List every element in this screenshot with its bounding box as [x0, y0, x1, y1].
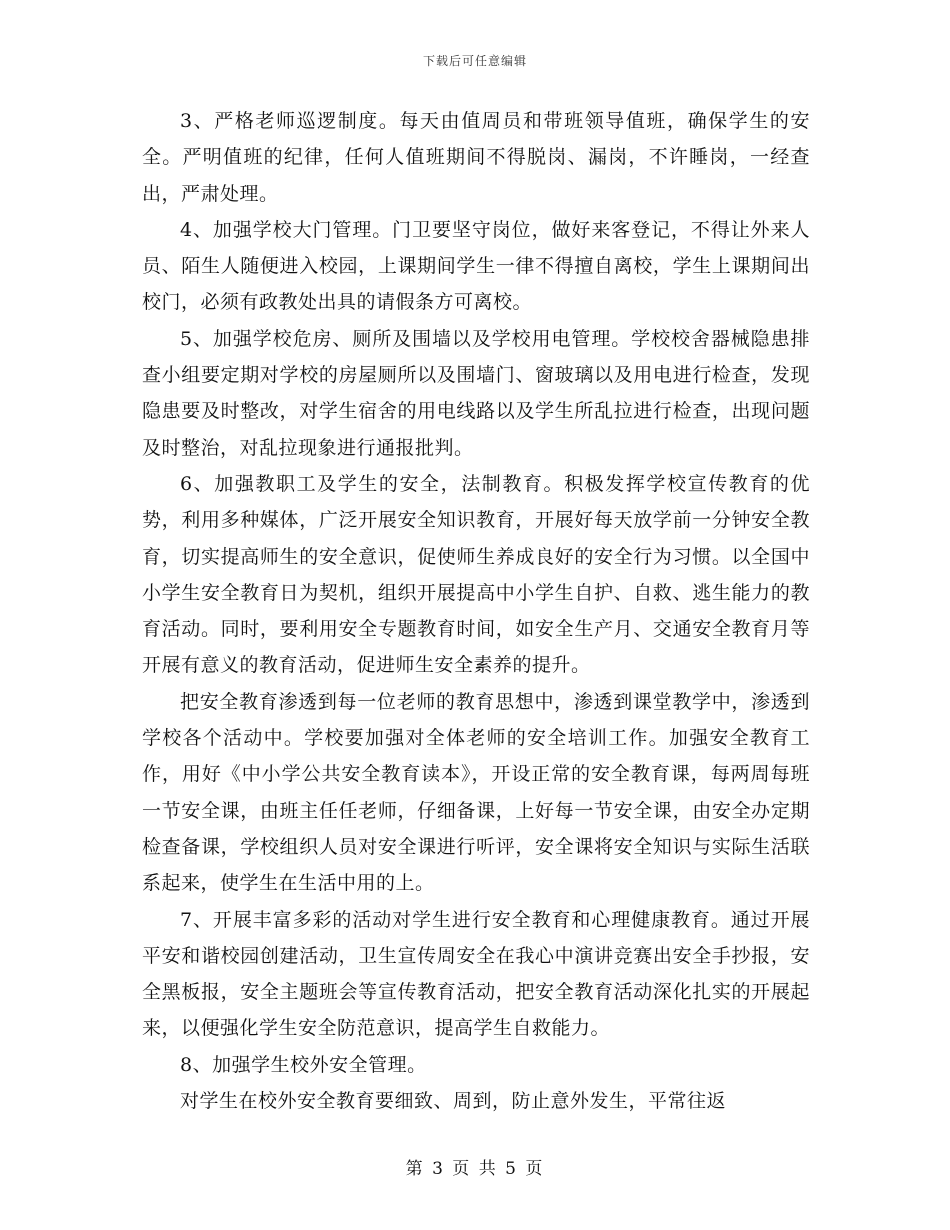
paragraph-item-8: 8、加强学生校外安全管理。: [180, 1053, 427, 1076]
paragraph-item-5: 5、加强学校危房、厕所及围墙以及学校用电管理。学校校舍器械隐患排查小组要定期对学校的房屋厕所以及围墙门、窗玻璃以及用电进行检查，发现隐患要及时整改，对学生宿舍的用电线路以及学生所乱拉进行检查，出现问题及时整治，对乱拉现象进行通报批判。: [142, 327, 810, 459]
page-header: 下载后可任意编辑: [422, 54, 527, 68]
paragraph-safety-integration: 把安全教育渗透到每一位老师的教育思想中，渗透到课堂教学中，渗透到学校各个活动中。学校要加强对全体老师的安全培训工作。加强安全教育工作，用好《中小学公共安全教育读本》，开设正常的安全教育课，每两周每班一节安全课，由班主任任老师，仔细备课，上好每一节安全课，由安全办定期检查备课，学校组织人员对安全课进行听评，安全课将安全知识与实际生活联系起来，使学生在生活中用的上。: [142, 690, 810, 895]
document-body: [142, 103, 810, 1119]
paragraph-offcampus-safety: 对学生在校外安全教育要细致、周到，防止意外发生，平常往返: [180, 1090, 727, 1113]
paragraph-item-4: 4、加强学校大门管理。门卫要坚守岗位，做好来客登记，不得让外来人员、陌生人随便进入校园，上课期间学生一律不得擅自离校，学生上课期间出校门，必须有政教处出具的请假条方可离校。: [142, 218, 810, 314]
paragraph-item-6: 6、加强教职工及学生的安全，法制教育。积极发挥学校宣传教育的优势，利用多种媒体，广泛开展安全知识教育，开展好每天放学前一分钟安全教育，切实提高师生的安全意识，促使师生养成良好的安全行为习惯。以全国中小学生安全教育日为契机，组织开展提高中小学生自护、自救、逃生能力的教育活动。同时，要利用安全专题教育时间，如安全生产月、交通安全教育月等开展有意义的教育活动，促进师生安全素养的提升。: [142, 472, 810, 677]
paragraph-item-7: 7、开展丰富多彩的活动对学生进行安全教育和心理健康教育。通过开展平安和谐校园创建活动，卫生宣传周安全在我心中演讲竞赛出安全手抄报，安全黑板报，安全主题班会等宣传教育活动，把安全教育活动深化扎实的开展起来，以便强化学生安全防范意识，提高学生自救能力。: [142, 908, 810, 1040]
page-number-footer: 第 3 页 共 5 页: [405, 1159, 545, 1179]
paragraph-item-3: 3、严格老师巡逻制度。每天由值周员和带班领导值班，确保学生的安全。严明值班的纪律，任何人值班期间不得脱岗、漏岗，不许睡岗，一经查出，严肃处理。: [142, 110, 810, 205]
